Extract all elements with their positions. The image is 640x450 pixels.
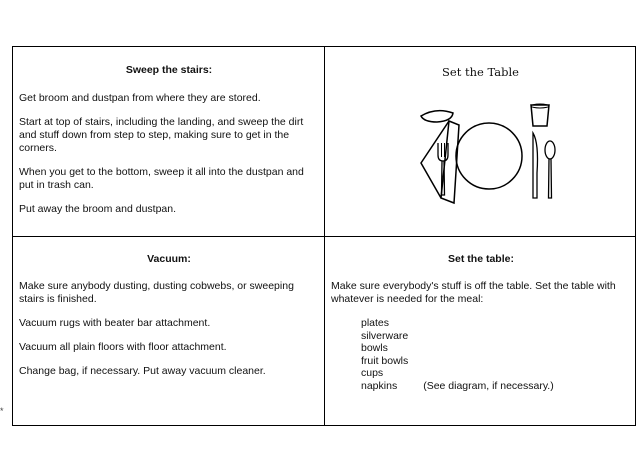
diagram-title: Set the Table [442,65,519,79]
list-item: bowls [361,342,388,354]
set-table-intro: Make sure everybody's stuff is off the table. Set the table with whatever is needed for the meal: [331,280,616,305]
sweep-step-4: Put away the broom and dustpan. [19,203,177,215]
table-items-list [361,317,631,392]
list-item: plates [361,317,390,329]
sweep-step-3: When you get to the bottom, sweep it all into the dustpan and put in trash can. [19,166,304,191]
knife-icon [533,133,538,198]
list-item: silverware [361,329,409,342]
sweep-stairs-card [19,47,319,236]
vacuum-step-1: Make sure anybody dusting, dusting cobwebs, or sweeping stairs is finished. [19,280,294,305]
vacuum-title: Vacuum: [147,253,191,265]
list-item: fruit bowls [361,354,409,367]
table-setting-diagram-card [325,47,636,236]
margin-mark: * [0,406,4,416]
sweep-step-1: Get broom and dustpan from where they are stored. [19,92,261,104]
diagram-note: (See diagram, if necessary.) [423,379,554,392]
table-setting-diagram [409,103,569,213]
sweep-step-2: Start at top of stairs, including the landing, and sweep the dirt and stuff down from step to step, making sure to get in the corners. [19,116,304,154]
list-item: napkins [361,379,398,392]
vacuum-card [19,237,319,426]
list-item-with-note [361,380,631,393]
list-item: cups [361,367,384,379]
vacuum-step-3: Vacuum all plain floors with floor attachment. [19,341,227,353]
set-table-title: Set the table: [448,253,514,265]
bowl-icon [421,111,453,122]
chore-card-grid [12,46,636,426]
vacuum-step-2: Vacuum rugs with beater bar attachment. [19,317,211,329]
set-table-card [331,237,631,426]
vacuum-step-4: Change bag, if necessary. Put away vacuum cleaner. [19,365,266,377]
spoon-icon [545,141,555,198]
sweep-title: Sweep the stairs: [125,64,213,76]
plate-icon [456,123,522,189]
